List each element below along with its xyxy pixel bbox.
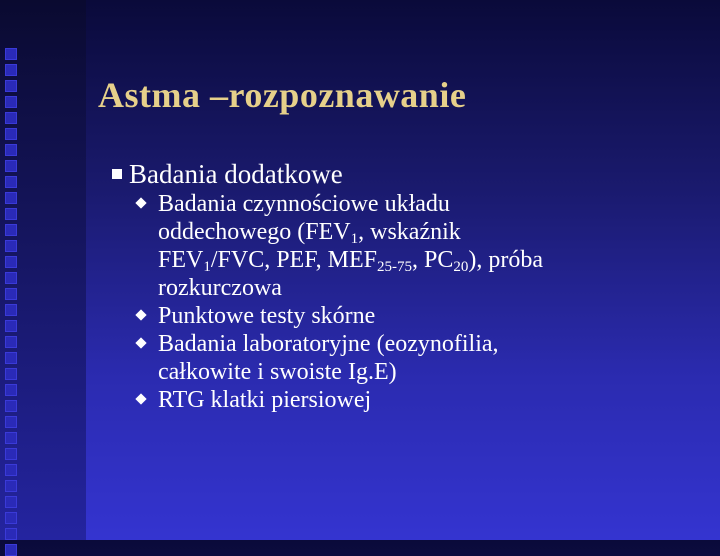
decorative-square [5, 320, 17, 332]
diamond-bullet-icon [135, 309, 146, 320]
decorative-square [5, 224, 17, 236]
decorative-square [5, 112, 17, 124]
decorative-square [5, 144, 17, 156]
decorative-square [5, 176, 17, 188]
decorative-square [5, 304, 17, 316]
decorative-square [5, 512, 17, 524]
decorative-square [5, 192, 17, 204]
decorative-square [5, 400, 17, 412]
decorative-square [5, 544, 17, 556]
subitem-line: Badania czynnościowe układu [158, 191, 450, 217]
bullet-item-badania-dodatkowe [112, 158, 702, 190]
subitem-line: Badania laboratoryjne (eozynofilia, [158, 331, 499, 357]
decorative-square [5, 528, 17, 540]
decorative-square [5, 160, 17, 172]
subitem-text: Punktowe testy skórne [158, 303, 376, 329]
diamond-bullet-icon [135, 197, 146, 208]
decorative-square [5, 48, 17, 60]
decorative-square [5, 208, 17, 220]
decorative-square [5, 496, 17, 508]
subitem-line: rozkurczowa [158, 275, 282, 301]
decorative-square [5, 432, 17, 444]
decorative-square [5, 368, 17, 380]
bullet-label: Badania dodatkowe [129, 159, 343, 189]
slide-title: Astma –rozpoznawanie [98, 75, 467, 115]
decorative-square [5, 480, 17, 492]
subitem-line: oddechowego ($FEV_1$, wskaźnik [158, 219, 461, 247]
decorative-square [5, 256, 17, 268]
decorative-square [5, 336, 17, 348]
decorative-square [5, 80, 17, 92]
subitem-line: całkowite i swoiste Ig.E) [158, 359, 397, 385]
decorative-square [5, 416, 17, 428]
decorative-square [5, 352, 17, 364]
decorative-square [5, 240, 17, 252]
decorative-square [5, 128, 17, 140]
subitem-line: $FEV_1$/FVC, PEF, $MEF_{25-75}$, $PC_{20}$), próba [158, 247, 543, 275]
decorative-square [5, 272, 17, 284]
diamond-bullet-icon [135, 337, 146, 348]
decorative-square [5, 288, 17, 300]
decorative-square-column [5, 48, 19, 556]
left-decor-strip [0, 0, 86, 540]
decorative-square [5, 384, 17, 396]
decorative-square [5, 464, 17, 476]
diamond-bullet-icon [135, 393, 146, 404]
subitem-text: RTG klatki piersiowej [158, 387, 372, 413]
decorative-square [5, 64, 17, 76]
decorative-square [5, 96, 17, 108]
subitem-badania-czynnosciowe [134, 190, 702, 302]
subitem-rtg [134, 386, 702, 414]
subitem-badania-laboratoryjne [134, 330, 702, 386]
decorative-square [5, 448, 17, 460]
subitem-punktowe-testy [134, 302, 702, 330]
square-bullet-icon [112, 169, 122, 179]
slide-body [112, 158, 702, 414]
